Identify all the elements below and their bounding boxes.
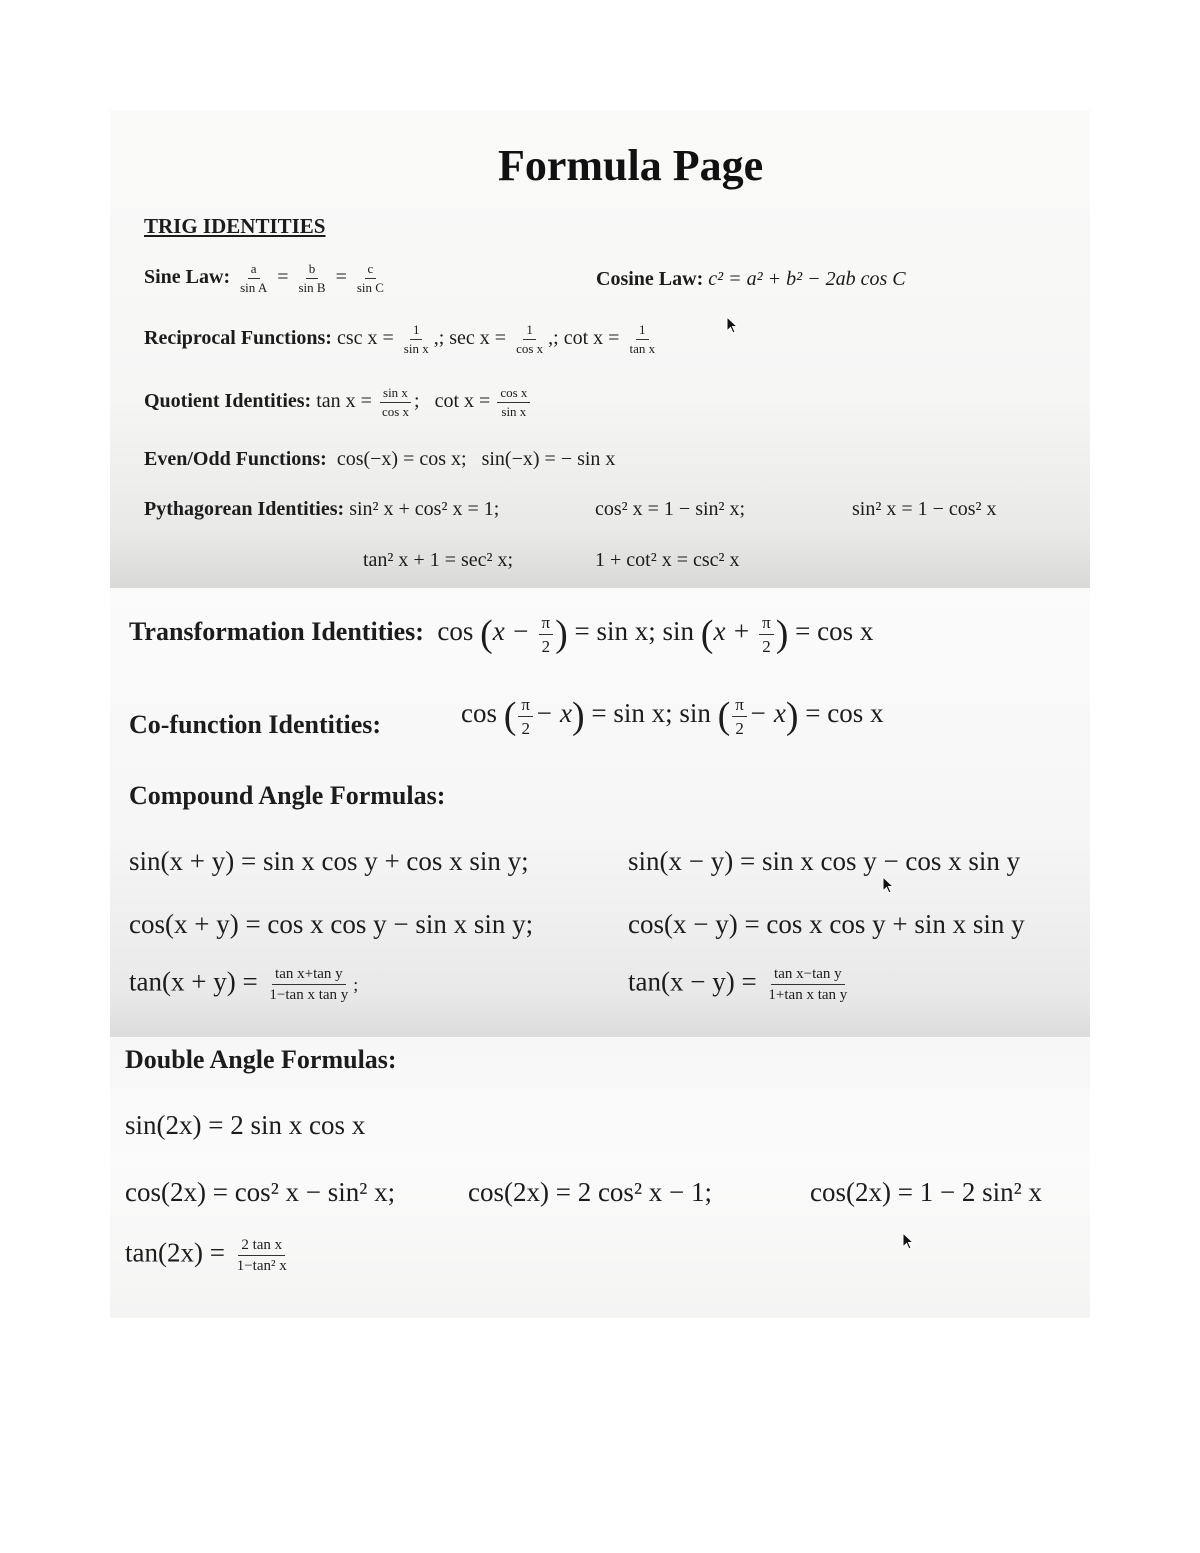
- cosine-law-formula: c² = a² + b² − 2ab cos C: [708, 268, 906, 290]
- cos-diff-formula: cos(x − y) = cos x cos y + sin x sin y: [628, 909, 1025, 939]
- sine-law-label: Sine Law:: [144, 266, 231, 289]
- sin-double-formula: sin(2x) = 2 sin x cos x: [125, 1110, 366, 1140]
- quotient-label: Quotient Identities:: [144, 390, 312, 413]
- pi-over-2-frac: $\frac{\pi}{2}$: [539, 613, 554, 656]
- sec-frac: $\frac{1}{\text{cos x}}$: [516, 322, 544, 356]
- even-odd-cos: cos(−x) = cos x;: [336, 448, 467, 470]
- transformation-label: Transformation Identities:: [129, 617, 424, 647]
- page-title: Formula Page: [498, 141, 764, 190]
- cofunction-identities: cos ( $\frac{\pi}{2}$ − x) = sin x; sin ( $\frac{\pi}{2}$ − x) = cos x: [461, 694, 884, 738]
- compound-angle-label: Compound Angle Formulas:: [129, 781, 446, 810]
- quotient-identities: Quotient Identities: tan x = $\frac{\text{sin x}}{\text{cos x}}$ ; cot x = $\frac{\text{cos x}}{\text{sin x}}$: [144, 386, 532, 419]
- even-odd-sin: sin(−x) = − sin x: [481, 448, 616, 470]
- double-angle-panel: [110, 1037, 1090, 1318]
- cot-frac: $\frac{1}{\text{tan x}}$: [629, 322, 656, 356]
- trig-identities-panel: [110, 110, 1090, 588]
- pi-over-2-frac: $\frac{\pi}{2}$: [759, 613, 774, 656]
- csc-frac: $\frac{1}{\text{sin x}}$: [403, 322, 429, 356]
- mouse-cursor-icon: [882, 876, 896, 896]
- sine-law: Sine Law: $\frac{a}{\text{sin A}}$ = $\frac{b}{\text{sin B}}$ = $\frac{c}{\text{sin C}}$: [144, 262, 389, 295]
- pythagorean-f1: sin² x + cos² x = 1;: [349, 498, 500, 520]
- tan-diff-frac: $\frac{\text{tan x−tan y}}{\text{1+tan x tan y}}$: [768, 966, 848, 1003]
- reciprocal-label: Reciprocal Functions:: [144, 327, 332, 350]
- cosine-law-label: Cosine Law:: [596, 268, 704, 290]
- cos-double-formula-a: cos(2x) = cos² x − sin² x;: [125, 1177, 396, 1207]
- pythagorean-identities: [144, 498, 499, 521]
- sin-diff-formula: sin(x − y) = sin x cos y − cos x sin y: [628, 846, 1021, 876]
- cos-sum-formula: cos(x + y) = cos x cos y − sin x sin y;: [129, 909, 534, 939]
- pythagorean-label: Pythagorean Identities:: [144, 498, 345, 520]
- cot-quotient-frac: $\frac{\text{cos x}}{\text{sin x}}$: [497, 386, 530, 419]
- sin-sum-formula: sin(x + y) = sin x cos y + cos x sin y;: [129, 846, 529, 876]
- reciprocal-functions: Reciprocal Functions: csc x = $\frac{1}{\text{sin x}}$ ,; sec x = $\frac{1}{\text{cos x}}$ ,; cot x = $\frac{1}{\text{tan x}}$: [144, 323, 660, 356]
- trig-identities-heading: TRIG IDENTITIES: [144, 214, 326, 238]
- cofunction-label: Co-function Identities:: [129, 710, 382, 739]
- tan-double-formula: tan(2x) = $\frac{\text{2 tan x}}{\text{1−tan² x}}$: [125, 1237, 292, 1274]
- tan-diff-formula: tan(x − y) = $\frac{\text{tan x−tan y}}{\text{1+tan x tan y}}$: [628, 966, 852, 1003]
- tan-sum-formula: tan(x + y) = $\frac{\text{tan x+tan y}}{\text{1−tan x tan y}}$ ;: [129, 966, 359, 1003]
- tan-quotient-frac: $\frac{\text{sin x}}{\text{cos x}}$: [381, 385, 410, 419]
- cosine-law: [596, 268, 906, 291]
- even-odd-label: Even/Odd Functions:: [144, 448, 327, 470]
- sine-law-frac-c: $\frac{c}{\text{sin C}}$: [356, 261, 384, 295]
- cos-double-formula-c: cos(2x) = 1 − 2 sin² x: [810, 1177, 1043, 1207]
- pi-over-2-frac: $\frac{\pi}{2}$: [518, 695, 533, 738]
- pythagorean-f3: sin² x = 1 − cos² x: [852, 498, 997, 520]
- pythagorean-f5: 1 + cot² x = csc² x: [595, 549, 740, 571]
- mouse-cursor-icon: [902, 1232, 916, 1252]
- transformation-identities: Transformation Identities: cos (x − $\frac{\pi}{2}$ ) = sin x; sin (x + $\frac{\pi}{2}$ ) = cos x: [129, 612, 874, 656]
- sine-law-frac-a: $\frac{a}{\text{sin A}}$: [240, 261, 268, 295]
- pi-over-2-frac: $\frac{\pi}{2}$: [732, 695, 747, 738]
- transformation-compound-panel: [110, 588, 1090, 1037]
- cos-double-formula-b: cos(2x) = 2 cos² x − 1;: [468, 1177, 713, 1207]
- pythagorean-f2: cos² x = 1 − sin² x;: [595, 498, 746, 520]
- tan-sum-frac: $\frac{\text{tan x+tan y}}{\text{1−tan x tan y}}$: [269, 966, 349, 1003]
- pythagorean-f4: tan² x + 1 = sec² x;: [363, 549, 514, 571]
- mouse-cursor-icon: [726, 316, 740, 336]
- double-angle-label: Double Angle Formulas:: [125, 1045, 397, 1074]
- sine-law-frac-b: $\frac{b}{\text{sin B}}$: [298, 261, 326, 295]
- even-odd-functions: [144, 448, 615, 471]
- tan-double-frac: $\frac{\text{2 tan x}}{\text{1−tan² x}}$: [236, 1237, 287, 1274]
- formula-sheet: [110, 110, 1090, 1318]
